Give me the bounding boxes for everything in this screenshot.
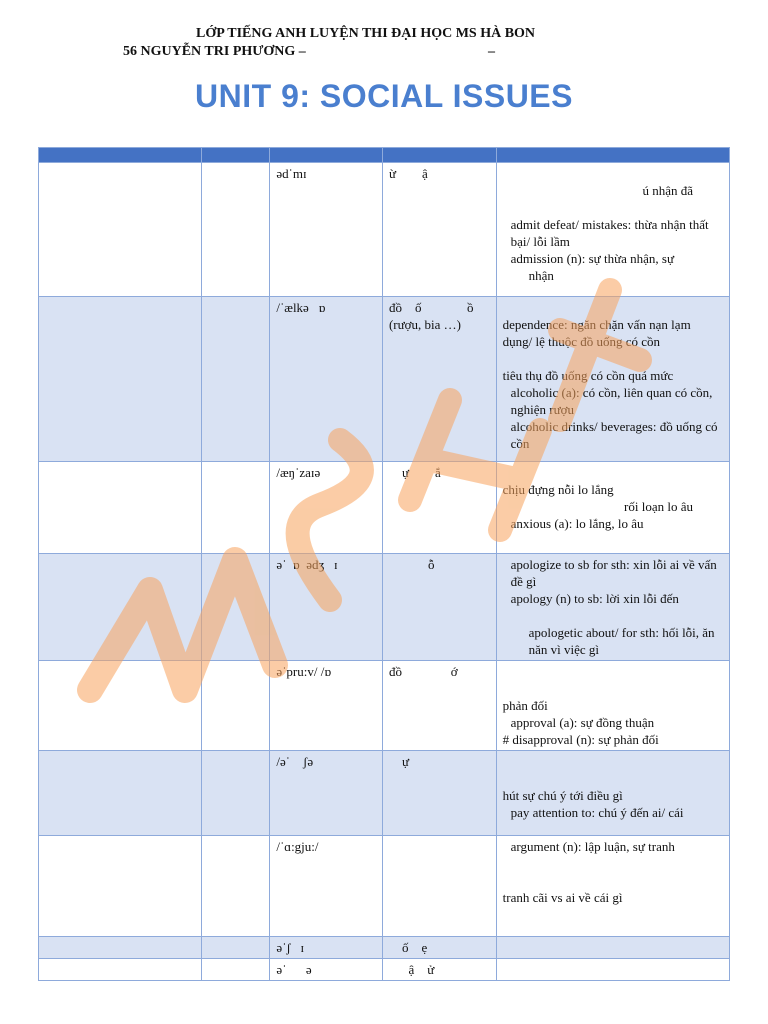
type-cell xyxy=(201,661,269,751)
word-cell xyxy=(39,661,202,751)
table-row xyxy=(39,661,730,751)
ipa-cell: ədˈmɪ xyxy=(270,163,383,297)
meaning-line: dependence: ngăn chặn vấn nạn lạm dụng/ lệ thuộc đồ uống có cồn xyxy=(502,317,691,349)
ipa-cell: /ˈælkə ɒ xyxy=(270,297,383,462)
type-cell xyxy=(201,836,269,937)
meaning-line: tranh cãi vs ai về cái gì xyxy=(502,890,623,905)
ipa-cell: /æŋˈzaɪə xyxy=(270,462,383,554)
vietnamese-cell: ừ ậ xyxy=(382,163,496,297)
address-dash: – xyxy=(488,44,495,59)
meaning-cell xyxy=(496,163,729,297)
meaning-cell xyxy=(496,836,729,937)
ipa-cell: /ˈɑ:gju:/ xyxy=(270,836,383,937)
type-cell xyxy=(201,937,269,959)
meaning-line: apologetic about/ for sth: hối lỗi, ăn năn vì việc gì xyxy=(528,625,715,657)
table-row xyxy=(39,462,730,554)
school-address: 56 NGUYỄN TRI PHƯƠNG – xyxy=(123,44,306,59)
meaning-line: argument (n): lập luận, sự tranh xyxy=(510,839,675,854)
meaning-line: alcoholic (a): có cồn, liên quan có cồn, nghiện rượu xyxy=(510,385,713,417)
meaning-cell xyxy=(496,462,729,554)
vietnamese-cell: đồ ố ồ (rượu, bia …) xyxy=(382,297,496,462)
meaning-line: admit defeat/ mistakes: thừa nhận thất bại/ lỗi lầm xyxy=(510,217,709,249)
meaning-line: approval (a): sự đồng thuận xyxy=(510,715,655,730)
header-cell-vn xyxy=(382,148,496,163)
table-row xyxy=(39,836,730,937)
ipa-cell: əˈʃ ɪ xyxy=(270,937,383,959)
meaning-line: nhận xyxy=(528,268,554,283)
meaning-cell xyxy=(496,937,729,959)
meaning-cell xyxy=(496,959,729,981)
meaning-line: apology (n) to sb: lời xin lỗi đến xyxy=(510,591,679,606)
ipa-cell: əˈpru:v/ /ɒ xyxy=(270,661,383,751)
meaning-line: pay attention to: chú ý đến ai/ cái xyxy=(510,805,684,820)
meaning-cell xyxy=(496,751,729,836)
meaning-cell xyxy=(496,554,729,661)
vietnamese-cell: ố ẹ xyxy=(382,937,496,959)
meaning-line: phản đối xyxy=(502,698,548,713)
word-cell xyxy=(39,836,202,937)
word-cell xyxy=(39,959,202,981)
header-cell-type xyxy=(201,148,269,163)
meaning-line: hút sự chú ý tới điều gì xyxy=(502,788,623,803)
vietnamese-cell xyxy=(382,836,496,937)
table-row xyxy=(39,937,730,959)
meaning-line: ú nhận đã xyxy=(642,183,693,198)
header-cell-meaning xyxy=(496,148,729,163)
word-cell xyxy=(39,937,202,959)
type-cell xyxy=(201,959,269,981)
meaning-line: # disapproval (n): sự phản đối xyxy=(502,732,659,747)
table-body xyxy=(39,163,730,981)
table-row xyxy=(39,163,730,297)
meaning-line xyxy=(503,753,723,770)
type-cell xyxy=(201,751,269,836)
meaning-line: alcoholic drinks/ beverages: đồ uống có cồn xyxy=(510,419,718,451)
table-row xyxy=(39,554,730,661)
unit-title: UNIT 9: SOCIAL ISSUES xyxy=(195,78,573,114)
type-cell xyxy=(201,297,269,462)
meaning-cell xyxy=(496,297,729,462)
vietnamese-cell: đồ ớ xyxy=(382,661,496,751)
meaning-line: admission (n): sự thừa nhận, sự xyxy=(510,251,675,266)
meaning-line xyxy=(503,165,723,182)
type-cell xyxy=(201,462,269,554)
header-cell-word xyxy=(39,148,202,163)
table-row xyxy=(39,959,730,981)
meaning-line: rối loạn lo âu xyxy=(624,499,693,514)
header-cell-ipa xyxy=(270,148,383,163)
meaning-line: apologize to sb for sth: xin lỗi ai về vấn đề gì xyxy=(510,557,717,589)
meaning-line: anxious (a): lo lắng, lo âu xyxy=(510,516,644,531)
vietnamese-cell: ự ắ xyxy=(382,462,496,554)
table-row xyxy=(39,751,730,836)
school-name: LỚP TIẾNG ANH LUYỆN THI ĐẠI HỌC MS HÀ BON xyxy=(196,26,536,41)
meaning-line xyxy=(503,663,723,680)
vocabulary-table xyxy=(38,147,730,981)
meaning-line xyxy=(503,464,723,481)
word-cell xyxy=(39,462,202,554)
word-cell xyxy=(39,751,202,836)
meaning-line: chịu đựng nỗi lo lắng xyxy=(502,482,614,497)
word-cell xyxy=(39,163,202,297)
vietnamese-cell: ậ ử xyxy=(382,959,496,981)
type-cell xyxy=(201,163,269,297)
word-cell xyxy=(39,297,202,462)
ipa-cell: əˈ ə xyxy=(270,959,383,981)
meaning-line: tiêu thụ đồ uống có cồn quá mức xyxy=(502,368,674,383)
word-cell xyxy=(39,554,202,661)
table-row xyxy=(39,297,730,462)
ipa-cell: /əˈ ʃə xyxy=(270,751,383,836)
meaning-line xyxy=(503,299,723,316)
type-cell xyxy=(201,554,269,661)
table-header-row xyxy=(39,148,730,163)
meaning-cell xyxy=(496,661,729,751)
vietnamese-cell: ỗ xyxy=(382,554,496,661)
ipa-cell: əˈ ɒ ədʒ ɪ xyxy=(270,554,383,661)
vietnamese-cell: ự xyxy=(382,751,496,836)
